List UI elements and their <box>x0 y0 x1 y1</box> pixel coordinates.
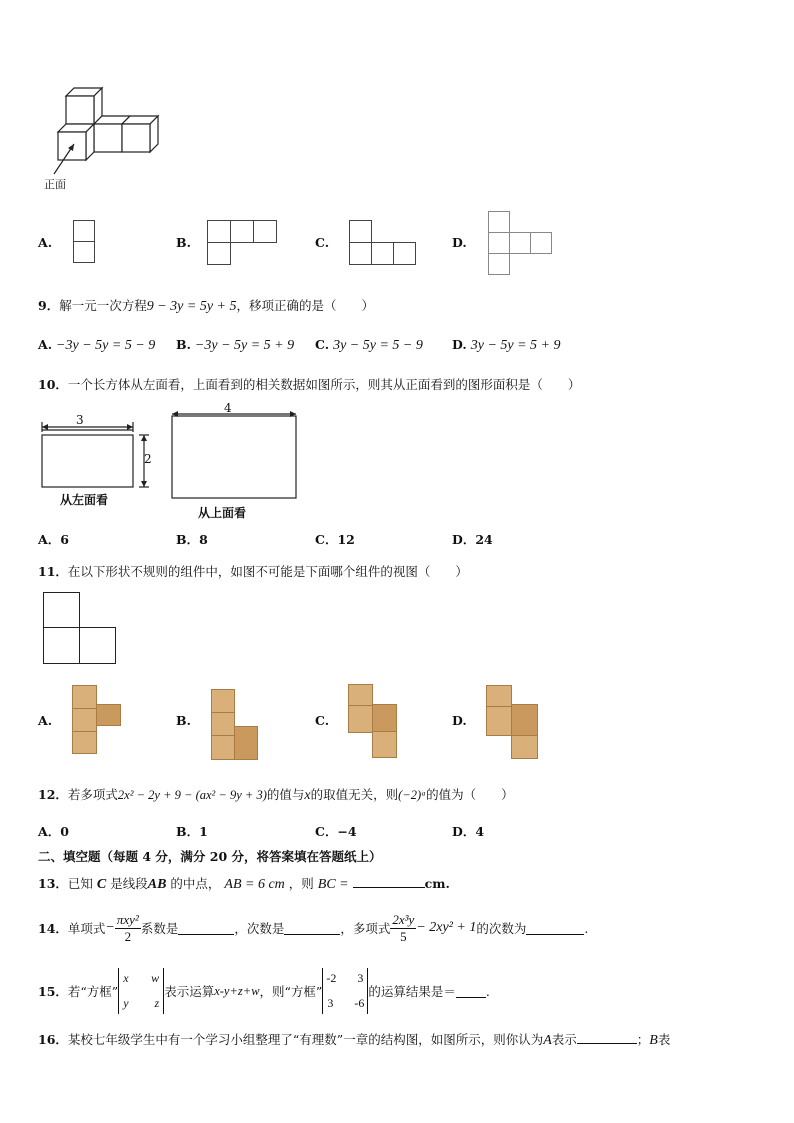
q16-stem: 16．某校七年级学生中有一个学习小组整理了“有理数”一章的结构图，如图所示，则你认为A表示 ；B表 <box>38 1032 671 1048</box>
q16-a-blank[interactable] <box>577 1031 637 1044</box>
q13-number: 13． <box>38 876 68 891</box>
q11-option-a-label: A. <box>38 713 53 728</box>
q8-option-a-label: A. <box>38 235 53 250</box>
q12-number: 12． <box>38 787 68 802</box>
q8-option-d-label: D. <box>452 235 467 250</box>
q14-polynomial-fraction: $\frac{\text{2x³y}}{5}$ <box>392 911 415 944</box>
q11-option-d-label: D. <box>452 713 467 728</box>
q9-stem-before: 解一元一次方程 <box>59 298 147 313</box>
q13-stem: 13．已知 C 是线段AB 的中点， AB = 6 cm ，则 BC = cm. <box>38 876 450 892</box>
q8-option-c-label: C. <box>315 235 330 250</box>
q9-number: 9． <box>38 298 60 313</box>
q10-option-a: A．6 <box>38 532 69 547</box>
q15-stem: 15． 若“方框” x w y z 表示运算 x-y+z+w ，则“方框” -2 3 3 -6 的运算结果是＝ . <box>38 967 490 1015</box>
section-2-title: 二、填空题（每题 4 分，满分 20 分，将答案填在答题纸上） <box>38 849 382 864</box>
q12-option-d: D．4 <box>452 824 485 839</box>
q15-box-symbolic: x w y z <box>118 968 164 1014</box>
q10-left-height-label: 2 <box>144 452 152 466</box>
q9-option-a: A. −3y − 5y = 5 − 9 <box>38 337 156 353</box>
q14-poly-degree-blank[interactable] <box>526 922 584 935</box>
q15-box-numeric: -2 3 3 -6 <box>322 968 368 1014</box>
q14-stem: 14． 单项式 − $\frac{\text{πxy²}}{2}$ 系数是 ，次数是 ，多项式 $\frac{\text{2x³y}}{5}$ − 2xy² + 1 的次数为 . <box>38 911 589 944</box>
q12-option-c: C．−4 <box>315 824 357 839</box>
q10-top-caption: 从上面看 <box>198 506 247 520</box>
front-label: 正面 <box>44 178 66 191</box>
q9-option-b: B. −3y − 5y = 5 + 9 <box>176 337 295 353</box>
q15-answer-blank[interactable] <box>456 985 486 998</box>
q11-option-b-label: B. <box>176 713 191 728</box>
q14-monomial: $\frac{\text{πxy²}}{2}$ <box>116 911 139 944</box>
q14-number: 14． <box>38 921 68 936</box>
q11-number: 11． <box>38 564 68 579</box>
q10-option-d: D．24 <box>452 532 493 547</box>
q10-option-b: B．8 <box>176 532 208 547</box>
q8-option-b-label: B. <box>176 235 191 250</box>
q12-stem: 12．若多项式2x² − 2y + 9 − (ax² − 9y + 3)的值与x的取值无关，则(−2)ᵃ的值为（ ） <box>38 787 514 803</box>
q10-top-width-label: 4 <box>224 401 232 415</box>
q10-left-caption: 从左面看 <box>60 493 109 507</box>
q12-polynomial: 2x² − 2y + 9 − (ax² − 9y + 3) <box>117 788 267 802</box>
q9-stem-after: ，移项正确的是（ ） <box>236 298 375 313</box>
q10-stem: 10．一个长方体从左面看，上面看到的相关数据如图所示，则其从正面看到的图形面积是（ ） <box>38 377 581 392</box>
q10-top-view <box>168 402 303 502</box>
q10-left-width-label: 3 <box>76 413 84 427</box>
q12-option-a: A．0 <box>38 824 69 839</box>
q9-stem <box>38 296 374 315</box>
q9-equation: 9 − 3y = 5y + 5 <box>146 299 237 314</box>
q12-option-b: B．1 <box>176 824 208 839</box>
q15-number: 15． <box>38 984 68 999</box>
q9-option-d: D. 3y − 5y = 5 + 9 <box>452 337 561 353</box>
q13-answer-blank[interactable] <box>353 875 425 888</box>
q14-degree-blank[interactable] <box>284 922 340 935</box>
q11-option-c-label: C. <box>315 713 330 728</box>
q11-stem: 11．在以下形状不规则的组件中，如图不可能是下面哪个组件的视图（ ） <box>38 564 468 579</box>
q14-coefficient-blank[interactable] <box>178 922 234 935</box>
q16-number: 16． <box>38 1032 68 1047</box>
q10-number: 10． <box>38 377 68 392</box>
q10-option-c: C．12 <box>315 532 355 547</box>
q9-option-c: C. 3y − 5y = 5 − 9 <box>315 337 423 353</box>
